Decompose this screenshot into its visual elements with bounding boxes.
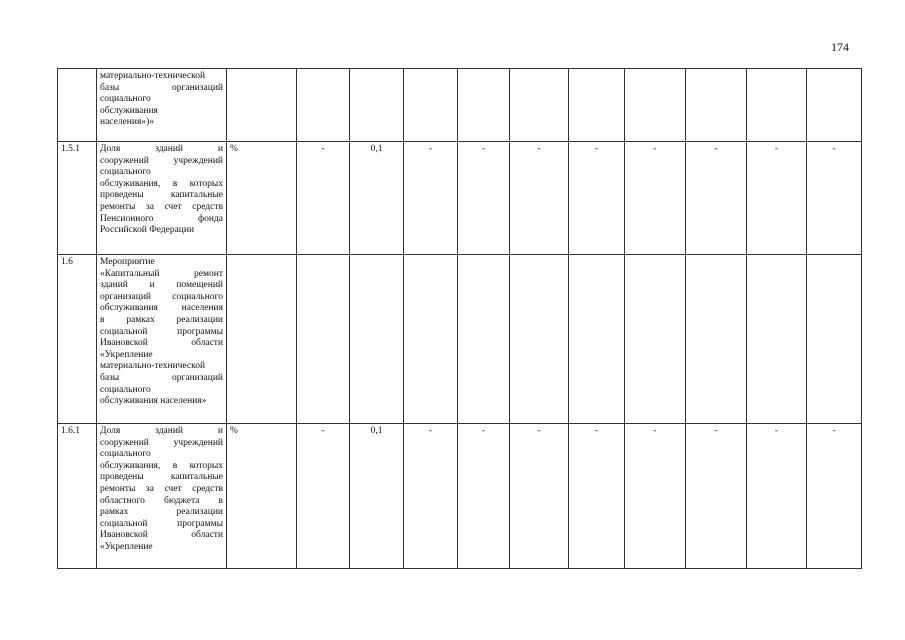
value-cell: - <box>404 424 458 569</box>
description-line: социальной программы <box>100 326 223 337</box>
unit-cell: % <box>227 142 297 255</box>
description-line: проведены капитальные <box>100 190 223 201</box>
description-line: обслуживания <box>100 105 158 116</box>
description-line: рамках реализации <box>100 507 223 518</box>
unit-cell <box>227 255 297 424</box>
description-cell <box>97 424 227 569</box>
description-line: в рамках реализации <box>100 314 223 325</box>
indicator-table <box>57 68 862 569</box>
value-cell <box>510 255 569 424</box>
description-line: материально-технической <box>100 71 206 81</box>
value-cell: - <box>625 424 686 569</box>
value-cell <box>625 255 686 424</box>
value-cell: - <box>569 424 625 569</box>
description-line: социального <box>100 94 151 105</box>
table-row <box>58 69 862 142</box>
value-cell <box>350 69 404 142</box>
description-line: ремонты за счет средств <box>100 201 223 212</box>
description-line: Российской Федерации <box>100 225 195 236</box>
value-cell: - <box>297 142 350 255</box>
description-line: обслуживания, в которых <box>100 178 223 189</box>
value-cell: - <box>510 142 569 255</box>
value-cell <box>807 69 862 142</box>
description-line: Доля зданий и <box>100 426 223 436</box>
value-cell <box>686 255 747 424</box>
description-line: Ивановской области <box>100 338 223 349</box>
value-cell <box>686 69 747 142</box>
row-number-cell: 1.6.1 <box>58 424 97 569</box>
value-cell <box>404 69 458 142</box>
table-row <box>58 142 862 255</box>
description-line: социального <box>100 167 151 178</box>
value-cell: - <box>625 142 686 255</box>
unit-cell: % <box>227 424 297 569</box>
description-line: базы организаций <box>100 82 223 93</box>
value-cell <box>458 255 510 424</box>
value-cell: - <box>510 424 569 569</box>
row-number-cell <box>58 69 97 142</box>
description-line: сооружений учреждений <box>100 155 223 166</box>
table-row <box>58 255 862 424</box>
value-cell: - <box>458 424 510 569</box>
description-cell <box>97 142 227 255</box>
description-cell <box>97 255 227 424</box>
description-line: «Капитальный ремонт <box>100 268 223 279</box>
description-line: «Укрепление <box>100 541 153 552</box>
description-line: социальной программы <box>100 518 223 529</box>
description-line: Доля зданий и <box>100 144 223 154</box>
description-cell <box>97 69 227 142</box>
description-line: обслуживания, в которых <box>100 460 223 471</box>
description-line: организаций социального <box>100 291 223 302</box>
value-cell: 0,1 <box>350 424 404 569</box>
description-line: обслуживания населения <box>100 303 223 314</box>
value-cell: - <box>458 142 510 255</box>
value-cell <box>747 255 807 424</box>
value-cell: - <box>747 424 807 569</box>
value-cell <box>569 255 625 424</box>
description-line: проведены капитальные <box>100 472 223 483</box>
description-line: населения»)» <box>100 117 155 128</box>
value-cell: - <box>807 424 862 569</box>
value-cell <box>625 69 686 142</box>
description-line: Ивановской области <box>100 530 223 541</box>
value-cell <box>747 69 807 142</box>
value-cell: - <box>569 142 625 255</box>
page-number: 174 <box>831 40 849 54</box>
description-line: социального <box>100 384 151 395</box>
value-cell <box>404 255 458 424</box>
row-number-cell: 1.5.1 <box>58 142 97 255</box>
value-cell <box>510 69 569 142</box>
value-cell <box>350 255 404 424</box>
value-cell: - <box>686 424 747 569</box>
value-cell <box>458 69 510 142</box>
value-cell <box>807 255 862 424</box>
unit-cell <box>227 69 297 142</box>
table-row <box>58 424 862 569</box>
description-line: материально-технической <box>100 361 206 372</box>
description-line: обслуживания населения» <box>100 396 207 407</box>
description-line: Пенсионного фонда <box>100 213 223 224</box>
description-line: областного бюджета в <box>100 495 223 506</box>
description-line: социального <box>100 449 151 460</box>
description-line: Мероприятие <box>100 257 155 267</box>
description-line: ремонты за счет средств <box>100 483 223 494</box>
description-line: сооружений учреждений <box>100 437 223 448</box>
value-cell <box>569 69 625 142</box>
value-cell: - <box>297 424 350 569</box>
description-line: зданий и помещений <box>100 280 223 291</box>
value-cell: - <box>686 142 747 255</box>
value-cell <box>297 69 350 142</box>
description-line: базы организаций <box>100 372 223 383</box>
row-number-cell: 1.6 <box>58 255 97 424</box>
value-cell: - <box>807 142 862 255</box>
description-line: «Укрепление <box>100 349 153 360</box>
value-cell: 0,1 <box>350 142 404 255</box>
value-cell: - <box>747 142 807 255</box>
value-cell <box>297 255 350 424</box>
value-cell: - <box>404 142 458 255</box>
